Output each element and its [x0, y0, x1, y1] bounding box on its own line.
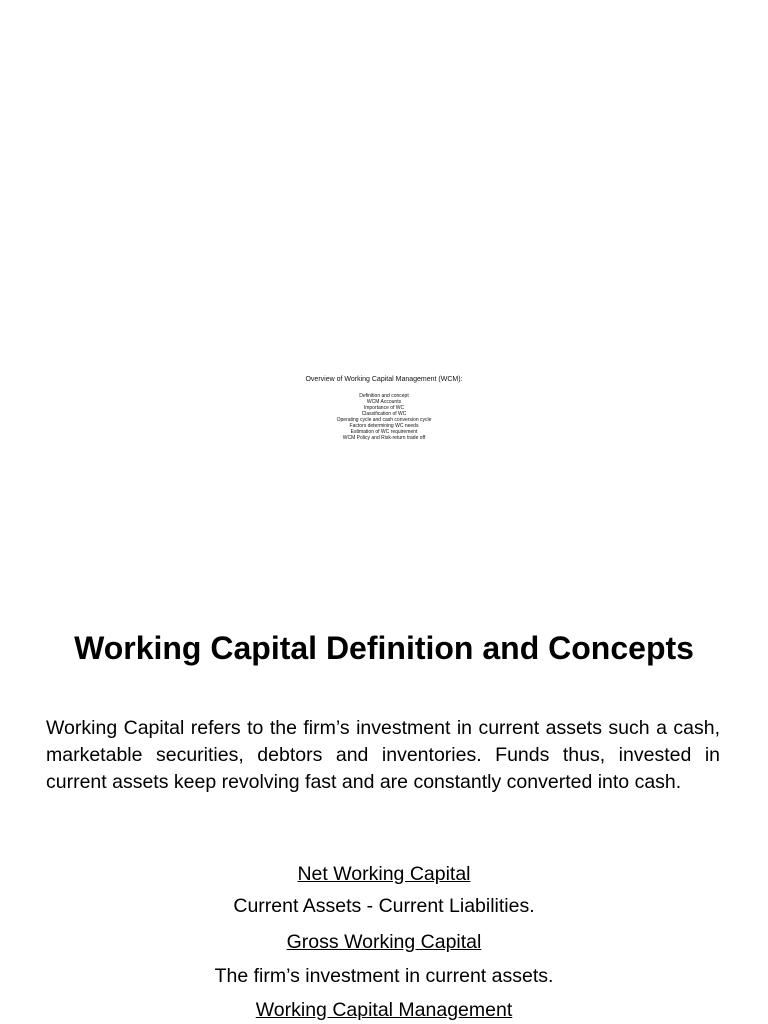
- overview-item: WCM Accounts: [366, 399, 402, 405]
- overview-item: Definition and concept: [359, 393, 409, 399]
- overview-list: [0, 393, 768, 441]
- overview-item: Operating cycle and cash conversion cycle: [336, 417, 432, 423]
- overview-item: Factors determining WC needs: [349, 423, 419, 429]
- overview-item: WCM Policy and Risk-return trade off: [342, 435, 426, 441]
- definition-paragraph: Working Capital refers to the firm’s investment in current assets such a cash, marketable securities, debtors and inventories. Funds thus, invested in current assets keep revolving fast and are constantly converted into cash.: [46, 717, 720, 793]
- overview-title: Overview of Working Capital Management (WCM):: [305, 376, 463, 383]
- gross-working-capital-text: The firm’s investment in current assets.: [214, 965, 554, 987]
- gross-working-capital-heading: Gross Working Capital: [286, 931, 482, 953]
- slide-title: Working Capital Definition and Concepts: [74, 630, 694, 666]
- overview-item: Importance of WC: [363, 405, 405, 411]
- slide-definition: [0, 576, 768, 1024]
- net-working-capital-heading: Net Working Capital: [297, 863, 471, 885]
- working-capital-management-heading: Working Capital Management: [255, 999, 513, 1021]
- overview-item: Estimation of WC requirement: [350, 429, 418, 435]
- overview-item: Classification of WC: [361, 411, 407, 417]
- overview-block: [0, 375, 768, 441]
- net-working-capital-formula: Current Assets - Current Liabilities.: [233, 895, 535, 917]
